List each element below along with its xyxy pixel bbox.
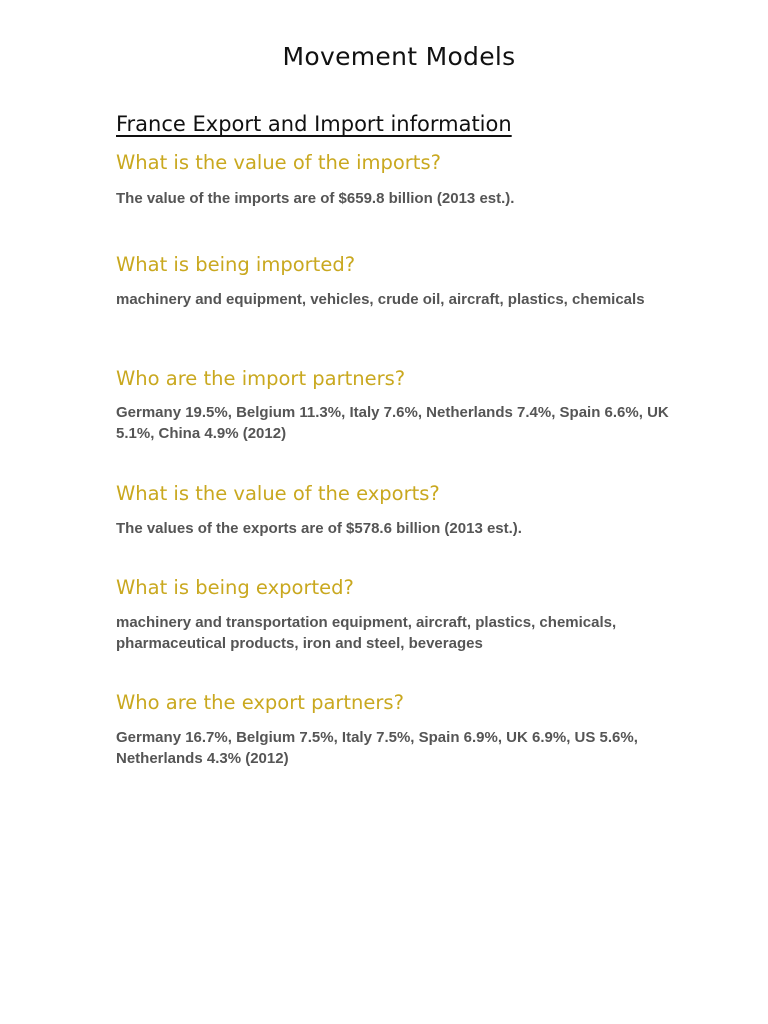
section-imported-goods (116, 252, 676, 310)
section-export-value (116, 481, 676, 539)
section-answer: The values of the exports are of $578.6 billion (2013 est.). (116, 520, 522, 537)
section-question: What is being imported? (116, 253, 356, 276)
section-question: Who are the import partners? (116, 367, 406, 390)
section-question: What is the value of the imports? (116, 151, 441, 174)
section-answer: Germany 19.5%, Belgium 11.3%, Italy 7.6%, Netherlands 7.4%, Spain 6.6%, UK 5.1%, China 4.9% (2012) (116, 404, 669, 442)
section-import-value (116, 150, 676, 209)
section-question: What is being exported? (116, 576, 354, 599)
section-answer: machinery and equipment, vehicles, crude oil, aircraft, plastics, chemicals (116, 291, 645, 308)
section-question: What is the value of the exports? (116, 482, 440, 505)
section-export-partners (116, 690, 676, 769)
document-subtitle: France Export and Import information (116, 112, 512, 136)
page-title: Movement Models (282, 42, 516, 71)
section-import-partners (116, 366, 676, 444)
section-exported-goods (116, 575, 676, 654)
section-answer: machinery and transportation equipment, aircraft, plastics, chemicals, pharmaceutical products, iron and steel, beverages (116, 614, 617, 652)
section-answer: The value of the imports are of $659.8 billion (2013 est.). (116, 190, 515, 207)
section-answer: Germany 16.7%, Belgium 7.5%, Italy 7.5%, Spain 6.9%, UK 6.9%, US 5.6%, Netherlands 4.3% (2012) (116, 729, 638, 767)
section-question: Who are the export partners? (116, 691, 404, 714)
